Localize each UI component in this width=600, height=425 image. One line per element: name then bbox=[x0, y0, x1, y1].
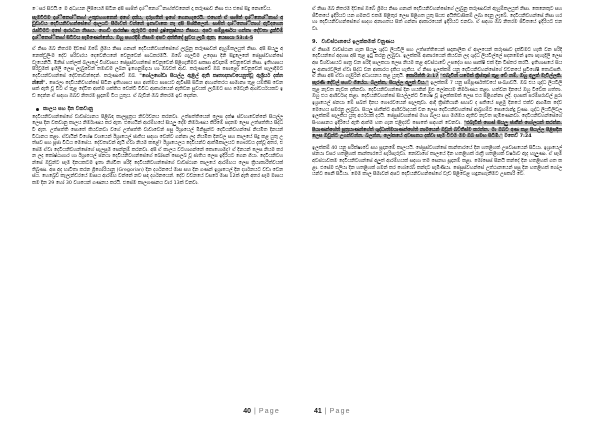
highlighted-quote: "එබැවින් යමෙක් ක්‍රිස්තුස් තුළ වේ නම්, ඔහු අලුත් මැවිල්ලකි. පැරණි දේවල් පහව ගියේය. බලන්න, සියල්ල අලුත් විය." bbox=[312, 74, 562, 86]
footer-separator: | bbox=[254, 408, 256, 415]
quote-reference: යෙසායා 53:4-5 bbox=[217, 35, 254, 41]
paragraph: දෙවියනිවහන්සේගේ වාචස්ථානය පිළිබඳ කාලසූත්‍රය නිර්වචනය කරනවා. උත්පත්තියෙන් ලෙස දක්ෂ ස්වභාවෙන්නේ සියල්ල ලෙස දින වකවානු කාලය නිර්මාණය කර ඇත. එහෙයින් ආරම්භයේ සියලු දේම නිර්මාණය කිරීමේ පදනම ලෙස උත්පත්තිය සිද්ධ වී ඇත. උත්පත්ති පොතේ කියවනවා වගේ උත්පත්ති වාචාවෙන් පසු ඊශ්‍රායෙල් මිනිසුන්ට දෙවියනිවහන්සේ නියමිත දිනයන් විධානය කළා. ඒවායින් විශේෂ වශයෙන් ඊශ්‍රායෙල් ජාතිය සඳහා වෙන්ව ගන්නා ලද නියමිත දිනවල සහ කාලයේ සිදු කළ යුතු උත්සව සහ පූජා විධිය මෙසේය. දේවතාවන් ඇයි ඒවා නියම කළේ? ඊශ්‍රායෙලය දෙවියන්ට ආත්මීකාලයට ගෞරවය දැක්වූ අතර, එසේම ඒවා දෙවියනිවහන්සේගේ සැලසුම පෙන්නුම් කරනවා. අපි ඒ කාලය වටහාගන්නේ කොහොමද? ඒ දිනයන් ලෙස නියම කරන ලද කෝෂ්ඨාගාර හා ඊශ්‍රායෙල් ජනයා දෙවියනිවහන්සේගේ බෝසන් සොලබ වූ ජාතිය ලෙස ඉදිරියට ගෙන ගියා. දෙවියනිවහන්සේ ඔවුන්ට සෑම දිනයකටම ඉතා නිශ්චිත පරිදි දෙවියනිවහන්සේගේ වාචස්ථාන කාලයේ ආරම්භය ලෙස ක්‍රියාකාරීත්වයක් තිබුණා. අප අද භාවිතා කරන ග්‍රිගෝරියානු (Gregorian) දින දර්ශනයේ මාස සහ දින ගණන් ඉශ්‍රායෙල් දින දර්ශනයට වඩා වෙනස්ය. හෙබ්‍රෙව් කැලැන්ඩරයේ මාසය ආරම්භ වන්නේ නව සඳ දර්ශනයෙන්. දේව වචනයේ වසරේ මාස 12ක් ඇති අතර සෑම මාසයකම දින 29 හෝ 30 වශයෙන් ගණනය කරයි. එසේම කාලගණනය වාර 13ක් වනවා. bbox=[32, 114, 283, 187]
highlighted-quote bbox=[32, 16, 283, 43]
paragraph-text: ඒ නිසා ඔබ නිතරම දිවසේ ඔබේ ශ්‍රිමය නිසා ගනාන් දෙවියනිවහන්සේගේ ලැබුනු කරුණාවන් ඇහුම්කලයුත් නිසා. අපි සියලු අනෙක්ඩුලිංම දේව පරිවාරය දෙවෙනියනේ වෙනුවෙන් සාධකරමයි. ඔබේ ගැලවීම උදෙසා දිනි සිදුලෙනේ ජෙසුස්වහන්සේ වැයෙනියි. මිනිස් හත්ලක් බලාලේ විශ්වාසය ජෙසුස්වහන්සේ වෙනුවෙන් පිළිගැනීමට සකසා අවදානම් වෙනුවෙන් නිසා. ඉතිහාසය පිරිවුමක් ඉහිලී ලෙස ලැබුවෙන් තමාවම ලබන ඉගෙනුම්දායා හා ඔබවත් ආව. කරුණාවේ ඔබ පොළෝ වෙනුවෙන් සැලාදීමට දෙවියන්වහන්සේ දේවතාවන්දෙන්. කරුණාවේ ඔබ. bbox=[32, 47, 283, 79]
paragraph bbox=[32, 47, 283, 100]
bullet-icon bbox=[36, 108, 39, 111]
left-page-text bbox=[32, 7, 283, 188]
paragraph-text: පෙරලා දෙවියනිවහන්සේ සිටින ඉතිහාසය සහ ආත්මය පාපයට ඇවිස්සී සිටින අභ්‍යන්තරය සාමාන්‍ය තුළ යම්කිසි වෙනසක් ඇති වූ විට ඒ තුළ දේවිත ආත්ම ශක්තිය වෙන්වී විවිධ ආකාරයෙන් ඇතිවන සුවයක් ලැබීමට සහ මෙවැනි ආශ්චර්යයකට ඉඩ දෙන්න ඒ සඳහා ඔබව නිතරම සූදානම් විය යුතුය. ඒ බැවින් ඔබ නිතරම ඉඩ දෙන්න. bbox=[32, 80, 284, 99]
page-footer bbox=[243, 408, 280, 415]
paragraph-text: ඒ නිසාම වාචස්ථාන ගැන සියලු ශුද්ධ ලියවිලි සහ උත්පත්තියෙන් සදාකාලික ඒ ආලයෙන් කරුණාව දැක්වීමට හැකි වන පරිදි දෙවියන්ගේ අදහස අපි තුළ ඉටු කරනු ලැබුවා. ඉලක්කම් ආකාරයෙන් කියවන ලද ශුද්ධ ලියවිල්ලේ පදනමෙන් ඉතා පැහැදිලි ලෙස අප විශ්වාසයට පාත්‍ර වන පරිදි පාලකයා ලෙස නියම කළ අවස්ථාවේ උපදේශ සහ සාක්ෂි එක් දින විස්තර කරයි. ඉතිහාසයේ සියලු ආකාරවලින් ඒවා සිද්ධ වන ආකාරය දැකිය හැකිය. ඒ නිසා ඉලක්කම් යනු දෙවියනිවහන්සේගේ වචනයේ සුවිශේෂී කොටසකි. ඒ නිසා අපි ඒවා ගැඹුරින් අධ්‍යයනය කළ යුතුයි. bbox=[312, 47, 562, 80]
page-number: 41 bbox=[314, 408, 322, 415]
quote-text: සැමවිටම දාශ්ීනෙශ්ීනාහ් උතුළුහගනෙන් අගේ දක්ය, දරුගතින් ඉගේ ගෙනහැරෙයි. එහෙත් ඒ ඝාජිත් දාශ්ීනෙශ්ීනාහ් අඩුඩාවය දෙවියනිවහන්සේගේ ආලයට සීමාවත් වන්නේ ඉනාවාකෙ නෑ අපි පිශ්කිලෙන්. ඝාජිත් දාශ්ීනෙශ්ීනාහ් ඇවිදගෙන රැස්වීමට අපේ ආරාධන නිසාය. ගොඩ් ආරක්ෂා ඇරුමට අපේ දුෂ්ක්‍රෙෂ්නය නිසාය. අපට සම්පූර්ණය ගන්නා දේවතා දුක්වීම් දාශ්ීනෙශ්ීනාහ් සිටිටය පැමිණෙන්නේය. ඔහු පහරදීම් නිසාම අපට අත්තිදේ සුවය ලැබී ඇත. bbox=[32, 15, 283, 41]
page-word: Page bbox=[258, 408, 280, 415]
paragraph bbox=[312, 48, 562, 141]
highlighted-quote: "එබැවින් ගොස් සියලු ජාතීන් ගෝලයන් කරන්න. පියාණන්ගේත් පුත්‍රයාණන්ගේත් ශුද්ධාත්මයාණන්ගේත් නාමයෙන් ඔවුන් බව්තීස්ම කරන්න. මා ඔබට අණ කළ සියල්ල පිළිපදින ලෙස ඔවුන්ට උගන්වන්න. බලන්න, ලෝකයේ අවසානය දක්වා සෑම විටම මම ඔබ සමඟ සිටිමි." bbox=[312, 120, 562, 140]
right-page bbox=[300, 0, 600, 425]
quote-reference: කොරින්ති 2:17 bbox=[405, 74, 439, 80]
page-number: 40 bbox=[243, 408, 252, 415]
page-word: Page bbox=[329, 408, 351, 415]
paragraph-text: ඉලක්කම් 7 යනු සම්පූර්ණත්වයේ සංඛ්‍යාවයි. ඔබ එය ශුද්ධ ලියවිලි තුළ නැවත නැවත දකිනවා. දෙවියනිවහන්සේ දින හයකින් මුළු ලෝකයම නිර්මාණය කළා. හත්වන දිනයේ ඔහු විවේක ගත්තා. ඔහු එය ආශීර්වාද කළා. දෙවියනිවහන්සේ සියල්ලන්ට විශේෂ වූ ඉලක්කමක් ලෙස එය පිළිගන්නා ලදී. දහසක් පරම්පරාවල් පුරා ඉශ්‍රායෙල් ජනයා මේ සබත් දිනය ගෞරවයෙන් සැලකුවා. ආදී ක්‍රිස්තියානි සභාව ද සතියේ පළමු දිනයේ එක්ව ආගමික දේව මෙහෙය සමරනු ලැබුවා. සියලු ජාතීන්ට ආශීර්වාදයක් වන ලෙස දෙවියනිවහන්සේ ආබ්‍රහම්ට පොරොන්දු වුණා. ශුද්ධ ලියවිලිවල ඉලක්කම් සැලකිය යුතු අර්ථයක් දරයි. ජෙසුස්වහන්සේ මහා බලය සහ මහිමය ඇතිව නැවත පැමිණෙනවා. දෙවියනිවහන්සේගේ සිංහාසනය ඉදිරියේ ඇති ආත්ම හත ගැන එළිදරව් පොතේ සඳහන් වෙනවා. bbox=[312, 80, 562, 126]
paragraph: ඉලක්කම් 40 යනු පරීක්ෂාවේ සහ සූදානමේ කාලයයි. ජෙසුස්වහන්සේ කාන්තාරයේ දින හතළිහක් උපවාසයෙන් සිටියා. ඉශ්‍රායෙල් ජනයා වසර හතළිහක් කාන්තාරයේ සැරිසැරුවා. නෝවාගේ කාලයේ දින හතළිහක් රාත්‍රී හතළිහක් වර්ෂාව ඇද හැලුණා. ඒ සෑම අවස්ථාවකම දෙවියනිවහන්සේ අලුත් ආරම්භයක් සඳහා තම සෙනඟ සූදානම් කළා. මෝසෙස් සීනයි කන්දේ දින හතළිහක් ගත කළා. එසේම එලියා දින හතළිහක් ගමන් කර හෝරෙබ් කන්දට පැමිණියා. ජෙසුස්වහන්සේ උත්ථානයෙන් පසු දින හතළිහක් ගෝලයන්ට පෙනී සිටියා. මෙම කාල සීමාවන් අපට දෙවියනිවහන්සේගේ වැඩ පිළිවෙළ හඳුනාගැනීමට උපකාරී වේ. bbox=[312, 145, 562, 178]
paragraph: ඒ නිසා ඔබ නිතරම දිවසේ ඔබේ ශ්‍රිමය නිසා ගනාන් දෙවියනිවහන්සේගේ ලැබුනු කරුණාවන් ඇහුම්කලයුත් නිසා. කෙනෙකුට සහ ජීවිතයේ ඉදිරියට යන ගමනට එකම පිළිතුර ලෙස පිළිගත යුතු සියළු අයිතිවාසිකම් ලබා දෙනු ලැබේ. දෙවියනිවහන්සේ නිසා හරහා දෙවියනිවහන්සේගේ සාදහ අනාගතය සිත් ගන්නා ආකාරයෙන් ඉදිරියට එනවා. ඒ සඳහා ඔබ නිතරම ජීවිතයේ ඉදිරියට එනවා. bbox=[312, 7, 562, 32]
inline-quote: "ගෝලගෝඩා සියල්ල ඇළිල් ඇති කෘතඥනාවයෙනුත්වූ ඇශ්‍රීර්ය දක්නන්නේ". bbox=[32, 73, 283, 86]
quote-reference: මතෙව් 7:24 bbox=[504, 134, 532, 140]
page-footer bbox=[314, 408, 351, 415]
right-page-text bbox=[312, 7, 562, 179]
section-heading bbox=[32, 106, 283, 113]
footer-separator: | bbox=[324, 408, 327, 415]
section-heading-text: වාචස්ථානයේ ඉලක්කමක් වනුණය bbox=[321, 38, 395, 45]
paragraph: ෙසර සිටයි. ෙම අධ්‍යයන ලිපියෙහි සිටින අපි ඝාජිත් දාශ්ීනෙශ්ිනාහ්ත්ටනෙන් දා කරුණාව නිසා එය එසේ සිදු නොවේය. bbox=[32, 7, 272, 12]
section-heading bbox=[312, 39, 562, 46]
section-number: 9. bbox=[312, 38, 318, 45]
section-heading-text: කාලය සහ දින වකවානු bbox=[43, 105, 94, 112]
